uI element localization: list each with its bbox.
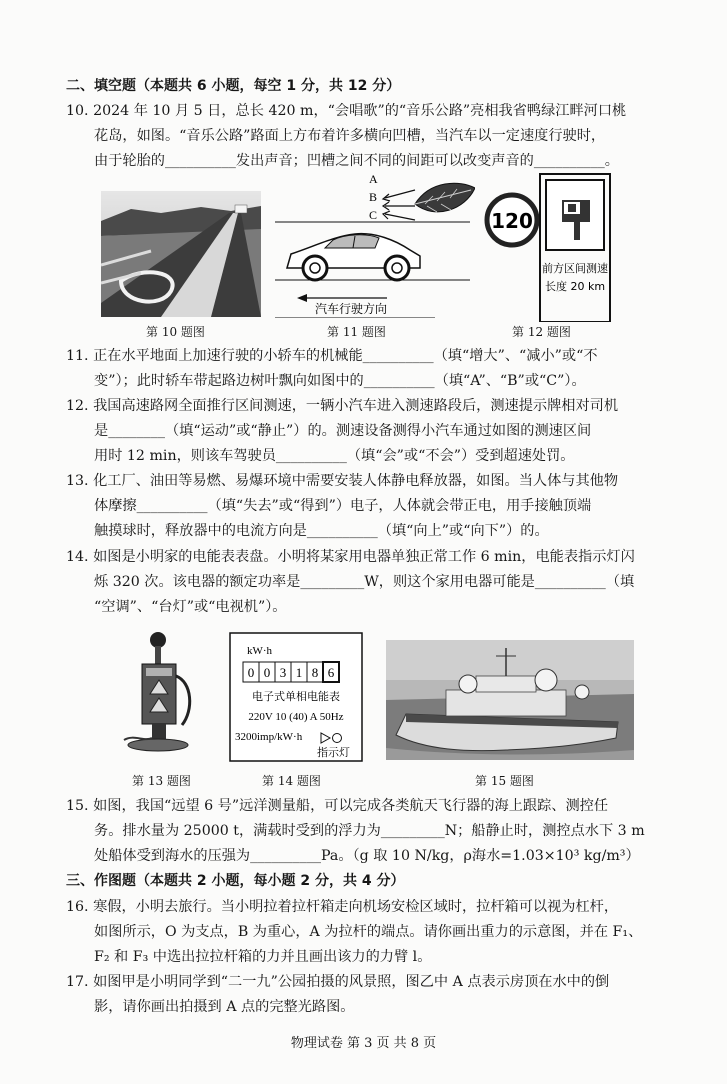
car-leaf-diagram — [275, 168, 475, 318]
q13-line1: 13. 化工厂、油田等易燃、易爆环境中需要安装人体静电释放器，如图。当人体与其他物 — [66, 473, 619, 489]
q11-line1: 11. 正在水平地面上加速行驶的小轿车的机械能__________（填“增大”、“减小”或“不 — [66, 348, 598, 364]
q11-line2: 变”）；此时轿车带起路边树叶飘向如图中的__________（填“A”、“B”或“C”）。 — [94, 373, 586, 389]
meter-digit: 0 — [247, 665, 255, 680]
q17-line2: 影，请你画出拍摄到 A 点的完整光路图。 — [94, 999, 355, 1015]
tracking-ship-photo — [386, 640, 634, 760]
section-fill-heading: 二、填空题（本题共 6 小题，每空 1 分，共 12 分） — [66, 78, 401, 94]
meter-unit: kW·h — [247, 645, 273, 657]
page-footer: 物理试卷 第 3 页 共 8 页 — [290, 1036, 437, 1051]
leaf-direction-b: B — [369, 190, 378, 204]
q15-line2: 务。排水量为 25000 t，满载时受到的浮力为_________N；船静止时，测控点水下 3 m — [94, 823, 645, 839]
q12-line1: 12. 我国高速路网全面推行区间测速，一辆小汽车进入测速路段后，测速提示牌相对司机 — [66, 398, 619, 414]
static-discharger-device — [120, 630, 200, 755]
meter-digit: 0 — [263, 665, 271, 680]
q14-line1: 14. 如图是小明家的电能表表盘。小明将某家用电器单独正常工作 6 min，电能表指示灯闪 — [66, 549, 635, 565]
q15-line1: 15. 如图，我国“远望 6 号”远洋测量船，可以完成各类航天飞行器的海上跟踪、测控任 — [66, 798, 609, 814]
speed-limit-number: 120 — [491, 209, 533, 233]
q12-line3: 用时 12 min，则该车驾驶员__________（填“会”或“不会”）受到超速处罚。 — [94, 448, 575, 464]
q10-line2: 花岛，如图。“音乐公路”路面上方布着许多横向凹槽，当汽车以一定速度行驶时， — [94, 128, 606, 144]
meter-indicator-label: 指示灯 — [317, 746, 350, 759]
q16-line1: 16. 寒假，小明去旅行。当小明拉着拉杆箱走向机场安检区域时，拉杆箱可以视为杠杆， — [66, 899, 619, 915]
sign-line2: 长度 20 km — [544, 280, 606, 293]
music-road-photo — [101, 191, 261, 317]
q14-line2: 烁 320 次。该电器的额定功率是_________W，则这个家用电器可能是__________（填 — [94, 574, 635, 590]
q10-line1: 10. 2024 年 10 月 5 日，总长 420 m，“会唱歌”的“音乐公路”亮相我省鸭绿江畔河口桃 — [66, 103, 627, 119]
q13-line2: 体摩擦__________（填“失去”或“得到”）电子，人体就会带正电，用手接触顶端 — [94, 498, 592, 514]
fig11-caption: 第 11 题图 — [327, 325, 386, 339]
meter-digit: 3 — [279, 665, 287, 680]
meter-name: 电子式单相电能表 — [252, 690, 340, 703]
q10-line3: 由于轮胎的__________发出声音；凹槽之间不同的间距可以改变声音的__________。 — [94, 153, 619, 169]
q14-line3: “空调”、“台灯”或“电视机”）。 — [94, 599, 287, 615]
section-draw-heading: 三、作图题（本题共 2 小题，每小题 2 分，共 4 分） — [66, 873, 405, 889]
meter-digit: 8 — [311, 665, 319, 680]
q12-line2: 是________（填“运动”或“静止”）的。测速设备测得小汽车通过如图的测速区间 — [94, 423, 592, 439]
leaf-direction-a: A — [369, 172, 378, 186]
meter-impulse: 3200imp/kW·h — [235, 731, 303, 743]
q16-line3: F₂ 和 F₃ 中选出拉拉杆箱的力并且画出该力的力臂 l。 — [94, 949, 432, 965]
meter-digit: 6 — [327, 665, 335, 680]
speed-check-signs — [484, 172, 624, 322]
q16-line2: 如图所示，O 为支点，B 为重心，A 为拉杆的端点。请你画出重力的示意图，并在 F₁、 — [94, 924, 643, 940]
q17-line1: 17. 如图甲是小明同学到“二一九”公园拍摄的风景照，图乙中 A 点表示房顶在水中的倒 — [66, 974, 610, 990]
leaf-direction-c: C — [369, 208, 378, 222]
fig12-caption: 第 12 题图 — [512, 325, 571, 339]
fig13-caption: 第 13 题图 — [132, 774, 191, 788]
meter-spec: 220V 10 (40) A 50Hz — [248, 711, 344, 723]
meter-digit-group — [243, 662, 339, 682]
electricity-meter — [229, 632, 363, 762]
meter-digit: 1 — [295, 665, 303, 680]
fig10-caption: 第 10 题图 — [146, 325, 205, 339]
sign-line1: 前方区间测速 — [542, 262, 608, 275]
q15-line3: 处船体受到海水的压强为__________Pa。（g 取 10 N/kg，ρ海水=1.03×10³ kg/m³） — [94, 848, 640, 864]
car-direction-label: 汽车行驶方向 — [315, 302, 388, 316]
fig15-caption: 第 15 题图 — [475, 774, 534, 788]
fig14-caption: 第 14 题图 — [262, 774, 321, 788]
q13-line3: 触摸球时，释放器中的电流方向是__________（填“向上”或“向下”）的。 — [94, 523, 549, 539]
